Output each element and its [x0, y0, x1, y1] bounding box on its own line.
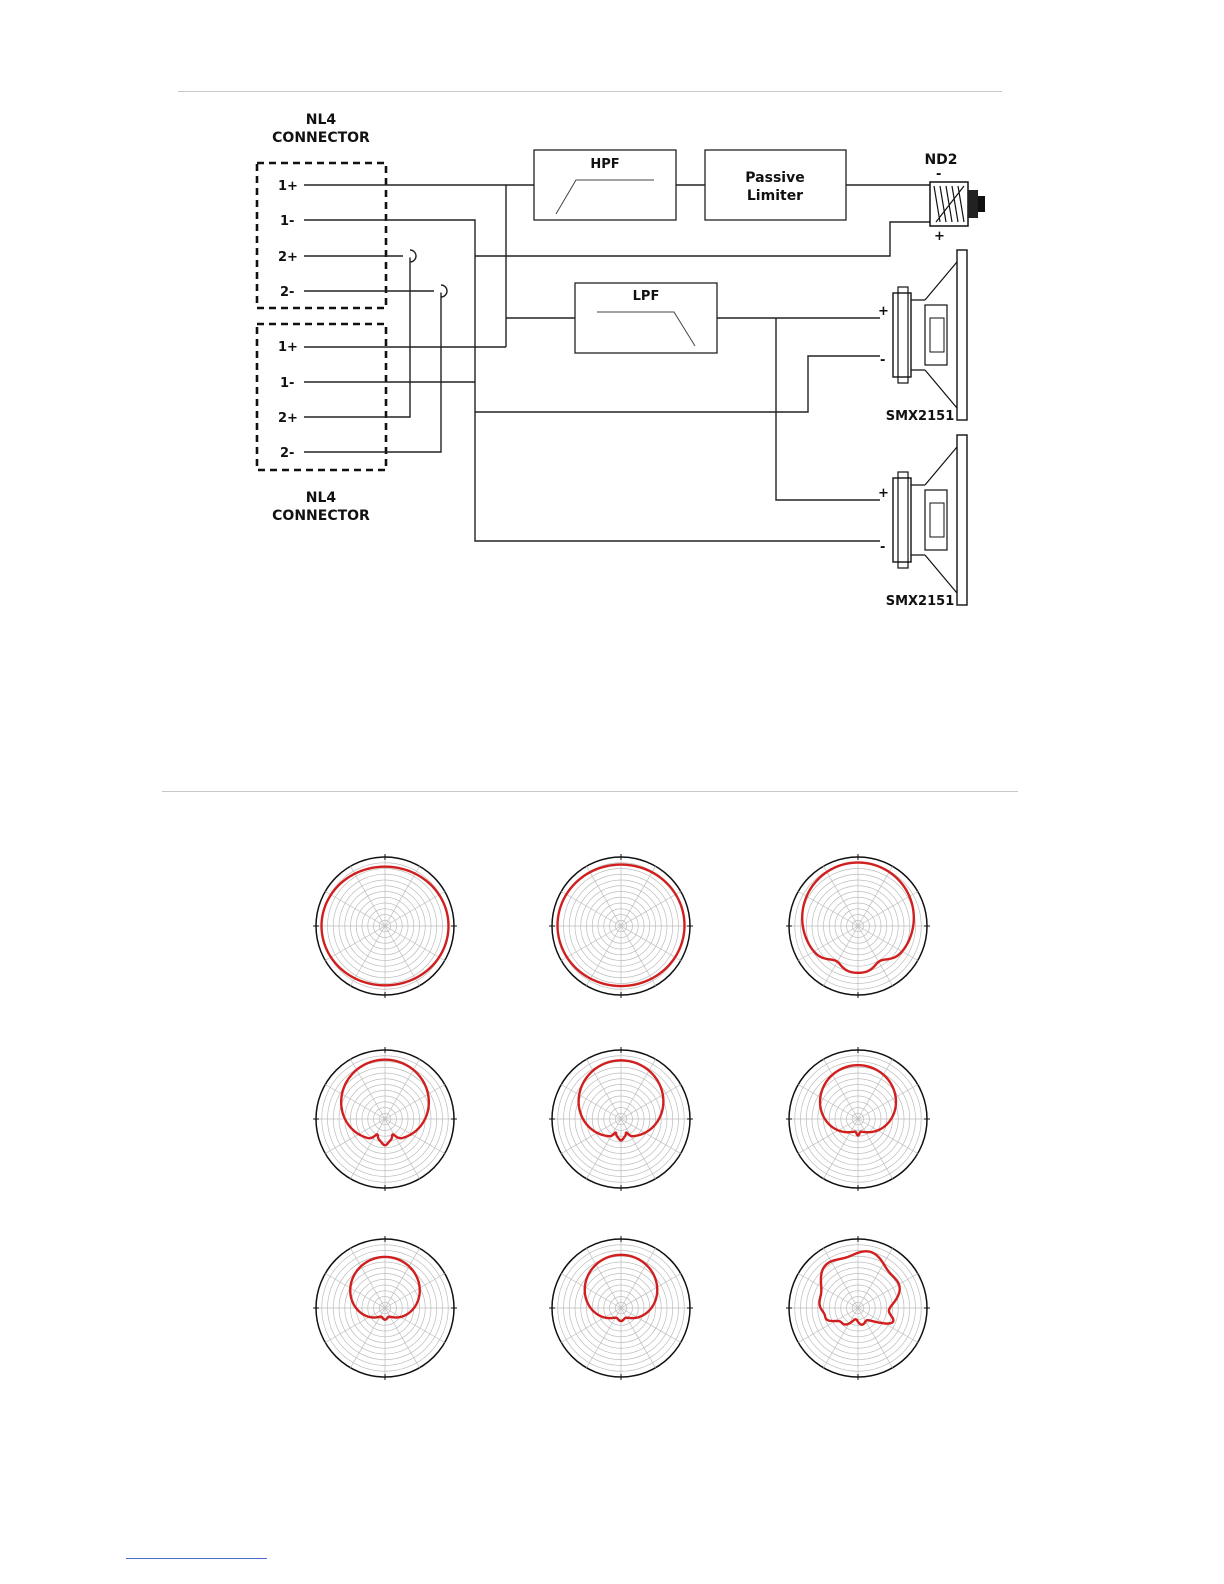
woofer-1-minus: - — [880, 353, 886, 368]
polar-plot-5 — [549, 1047, 693, 1191]
woofer-1-label: SMX2151 — [885, 409, 955, 424]
limiter-label-line2: Limiter — [746, 188, 804, 204]
polar-plot-1 — [313, 854, 457, 998]
top-pin-2-minus: 2- — [280, 285, 295, 300]
lpf-label: LPF — [632, 289, 660, 304]
polar-plot-2 — [549, 854, 693, 998]
middle-divider — [162, 791, 1018, 792]
polar-plot-9 — [786, 1236, 930, 1380]
woofer-1-driver-icon — [893, 250, 967, 420]
woofer-2-label: SMX2151 — [885, 594, 955, 609]
connector-bottom-box — [257, 324, 386, 470]
connector-top-title-line2: CONNECTOR — [272, 130, 370, 146]
polar-plot-3 — [786, 854, 930, 998]
limiter-label-line1: Passive — [745, 170, 805, 186]
tweeter-label: ND2 — [924, 152, 958, 168]
wires — [304, 185, 930, 541]
woofer-2-plus: + — [878, 486, 889, 501]
connector-bottom-title-line2: CONNECTOR — [272, 508, 370, 524]
hpf-label: HPF — [590, 157, 620, 172]
footer-link-underline — [126, 1558, 267, 1559]
wiring-diagram — [0, 0, 1224, 640]
tweeter-minus: - — [936, 167, 942, 182]
polar-plot-7 — [313, 1236, 457, 1380]
bottom-pin-1-plus: 1+ — [278, 340, 298, 355]
tweeter-driver-icon — [930, 182, 985, 226]
polar-plot-4 — [313, 1047, 457, 1191]
woofer-1-plus: + — [878, 304, 889, 319]
woofer-2-minus: - — [880, 540, 886, 555]
connector-bottom-title-line1: NL4 — [305, 490, 337, 506]
bottom-pin-1-minus: 1- — [280, 376, 295, 391]
tweeter-plus: + — [934, 229, 945, 244]
polar-plot-8 — [549, 1236, 693, 1380]
bottom-pin-2-plus: 2+ — [278, 411, 298, 426]
woofer-2-driver-icon — [893, 435, 967, 605]
polar-plot-6 — [786, 1047, 930, 1191]
bottom-pin-2-minus: 2- — [280, 446, 295, 461]
top-pin-1-minus: 1- — [280, 214, 295, 229]
polar-plot-grid — [0, 820, 1224, 1420]
connector-top-title-line1: NL4 — [305, 112, 337, 128]
top-pin-1-plus: 1+ — [278, 179, 298, 194]
top-pin-2-plus: 2+ — [278, 250, 298, 265]
